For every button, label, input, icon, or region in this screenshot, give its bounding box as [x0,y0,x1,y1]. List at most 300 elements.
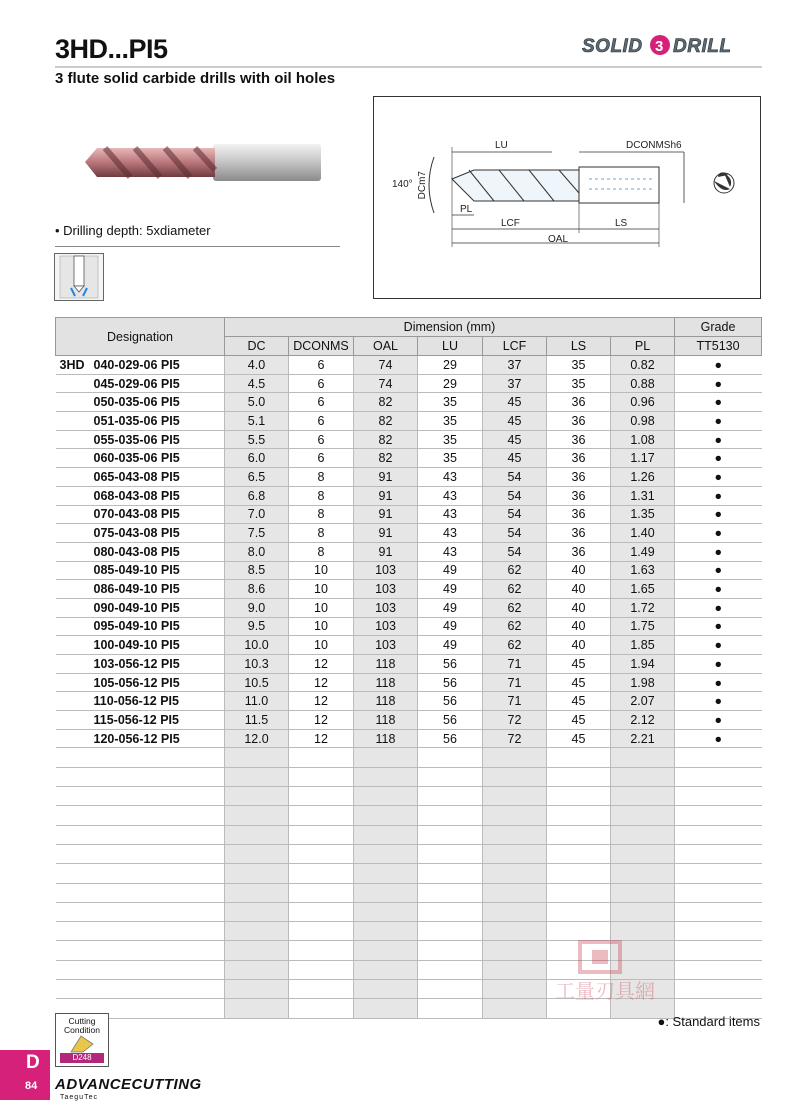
designation-cell [56,729,225,748]
cell-oal: 118 [354,655,418,674]
cell-dconms: 10 [289,580,354,599]
designation-cell [56,561,225,580]
cell-dconms: 8 [289,486,354,505]
cell-ls: 36 [547,524,611,543]
empty-cell [547,767,611,786]
designation-prefix: 3HD [59,357,85,372]
empty-cell [675,748,762,767]
cell-oal: 118 [354,729,418,748]
cell-lcf: 62 [483,598,547,617]
cell-lcf: 54 [483,505,547,524]
designation-code: 090-049-10 PI5 [93,600,180,615]
designation-cell [56,580,225,599]
empty-cell [547,748,611,767]
designation-cell [56,486,225,505]
grade-availability-cell: ● [675,486,762,505]
empty-cell [483,806,547,825]
table-row [56,617,762,636]
svg-text:工量刃具網: 工量刃具網 [555,979,655,1003]
empty-cell [675,980,762,999]
empty-cell [225,922,289,941]
cell-ls: 45 [547,655,611,674]
column-header-grade: TT5130 [675,337,762,356]
cell-lcf: 62 [483,636,547,655]
grade-availability-cell: ● [675,542,762,561]
empty-table-row [56,883,762,902]
designation-cell [56,598,225,617]
empty-cell [56,922,225,941]
empty-cell [56,960,225,979]
cell-pl: 1.35 [611,505,675,524]
cell-ls: 36 [547,542,611,561]
empty-cell [289,844,354,863]
empty-cell [611,806,675,825]
cutting-condition-label: Cutting Condition [64,1016,100,1035]
empty-cell [56,844,225,863]
empty-cell [289,748,354,767]
cell-lcf: 37 [483,356,547,375]
cell-dc: 9.0 [225,598,289,617]
cell-lu: 43 [418,524,483,543]
designation-code: 095-049-10 PI5 [93,619,180,634]
cell-pl: 1.49 [611,542,675,561]
designation-cell [56,505,225,524]
empty-cell [225,844,289,863]
empty-cell [611,767,675,786]
table-row [56,505,762,524]
cell-ls: 36 [547,449,611,468]
cell-lu: 56 [418,673,483,692]
table-row [56,374,762,393]
empty-cell [354,960,418,979]
cell-lu: 49 [418,636,483,655]
cell-dc: 10.5 [225,673,289,692]
cell-pl: 0.96 [611,393,675,412]
empty-cell [675,767,762,786]
cell-pl: 1.85 [611,636,675,655]
grade-availability-cell: ● [675,356,762,375]
cell-dconms: 8 [289,468,354,487]
empty-cell [225,864,289,883]
empty-cell [418,922,483,941]
cell-lu: 56 [418,711,483,730]
cell-lcf: 54 [483,524,547,543]
column-header-dc: DC [225,337,289,356]
grade-availability-cell: ● [675,598,762,617]
dconms-label: DCONMSh6 [626,140,682,151]
designation-cell [56,374,225,393]
designation-header: Designation [56,318,225,356]
cell-pl: 1.40 [611,524,675,543]
cell-dc: 4.5 [225,374,289,393]
cell-oal: 74 [354,374,418,393]
cell-dc: 4.0 [225,356,289,375]
designation-cell [56,711,225,730]
empty-cell [225,999,289,1018]
empty-cell [483,999,547,1018]
empty-table-row [56,767,762,786]
grade-availability-cell: ● [675,449,762,468]
cell-ls: 35 [547,356,611,375]
grade-availability-cell: ● [675,412,762,431]
cell-oal: 118 [354,692,418,711]
cell-lcf: 62 [483,580,547,599]
empty-cell [289,902,354,921]
cell-dc: 5.1 [225,412,289,431]
cell-pl: 1.65 [611,580,675,599]
table-row [56,655,762,674]
grade-availability-cell: ● [675,655,762,674]
empty-table-row [56,902,762,921]
empty-cell [225,825,289,844]
designation-cell [56,430,225,449]
ls-label: LS [615,218,628,229]
cell-dconms: 6 [289,356,354,375]
cutting-condition-reference[interactable] [55,1013,109,1067]
empty-cell [225,767,289,786]
cell-oal: 103 [354,617,418,636]
empty-table-row [56,864,762,883]
designation-code: 050-035-06 PI5 [93,395,180,410]
empty-table-row [56,844,762,863]
designation-cell [56,412,225,431]
cell-lu: 56 [418,729,483,748]
table-row [56,542,762,561]
cell-pl: 2.07 [611,692,675,711]
cell-oal: 91 [354,505,418,524]
designation-code: 086-049-10 PI5 [93,582,180,597]
empty-cell [354,902,418,921]
empty-cell [225,748,289,767]
solid-drill-logo [578,30,762,62]
column-header-dconms: DCONMS [289,337,354,356]
grade-availability-cell: ● [675,636,762,655]
designation-cell [56,524,225,543]
designation-cell [56,617,225,636]
divider [55,246,340,247]
cell-lu: 49 [418,617,483,636]
empty-cell [354,980,418,999]
grade-availability-cell: ● [675,711,762,730]
empty-cell [289,960,354,979]
empty-cell [675,902,762,921]
empty-cell [675,806,762,825]
empty-cell [225,960,289,979]
cell-lu: 43 [418,486,483,505]
grade-availability-cell: ● [675,524,762,543]
empty-cell [56,941,225,960]
empty-cell [611,748,675,767]
column-header-pl: PL [611,337,675,356]
empty-cell [483,980,547,999]
cell-lu: 43 [418,505,483,524]
cell-lu: 49 [418,580,483,599]
designation-cell [56,356,225,375]
cell-lu: 49 [418,598,483,617]
section-tab [0,1050,50,1100]
designation-cell [56,655,225,674]
cell-dc: 6.5 [225,468,289,487]
grade-availability-cell: ● [675,561,762,580]
cell-lcf: 72 [483,729,547,748]
cell-dc: 10.3 [225,655,289,674]
empty-cell [56,806,225,825]
cell-ls: 36 [547,412,611,431]
cell-pl: 0.82 [611,356,675,375]
table-row [56,356,762,375]
designation-code: 051-035-06 PI5 [93,413,180,428]
designation-code: 115-056-12 PI5 [93,712,179,727]
empty-cell [289,787,354,806]
empty-cell [225,883,289,902]
empty-cell [56,787,225,806]
empty-cell [289,922,354,941]
empty-cell [483,922,547,941]
cell-ls: 45 [547,729,611,748]
empty-cell [611,902,675,921]
cell-oal: 82 [354,430,418,449]
cell-ls: 36 [547,468,611,487]
cell-dc: 7.0 [225,505,289,524]
empty-cell [675,787,762,806]
designation-code: 100-049-10 PI5 [93,638,180,653]
table-row [56,598,762,617]
cell-dconms: 10 [289,561,354,580]
svg-text:3: 3 [655,38,664,55]
empty-cell [547,806,611,825]
empty-cell [354,844,418,863]
empty-table-row [56,922,762,941]
empty-cell [418,844,483,863]
cell-ls: 36 [547,393,611,412]
cell-dconms: 12 [289,692,354,711]
cell-ls: 40 [547,561,611,580]
empty-cell [547,902,611,921]
empty-cell [675,825,762,844]
designation-code: 068-043-08 PI5 [93,488,180,503]
empty-cell [225,806,289,825]
designation-cell [56,692,225,711]
empty-table-row [56,787,762,806]
page-title: 3HD...PI5 [55,34,168,64]
empty-cell [289,806,354,825]
cell-dconms: 12 [289,673,354,692]
cell-dc: 6.8 [225,486,289,505]
cell-pl: 1.72 [611,598,675,617]
empty-cell [675,960,762,979]
empty-cell [675,883,762,902]
cell-dc: 8.0 [225,542,289,561]
empty-cell [289,980,354,999]
drill-dimension-drawing [374,97,760,298]
cell-lcf: 62 [483,561,547,580]
cell-lu: 35 [418,449,483,468]
column-header-oal: OAL [354,337,418,356]
cell-dc: 11.5 [225,711,289,730]
cell-dconms: 6 [289,412,354,431]
cell-dc: 5.5 [225,430,289,449]
empty-cell [483,864,547,883]
empty-cell [675,844,762,863]
title-divider [55,66,762,68]
cell-pl: 1.08 [611,430,675,449]
grade-availability-cell: ● [675,729,762,748]
svg-text:SOLID: SOLID [582,36,643,57]
empty-cell [289,941,354,960]
cell-lcf: 72 [483,711,547,730]
cell-dconms: 8 [289,542,354,561]
cell-dconms: 6 [289,430,354,449]
cell-dconms: 10 [289,598,354,617]
table-row [56,561,762,580]
cell-pl: 1.26 [611,468,675,487]
empty-cell [547,787,611,806]
legend-standard-items: ●: Standard items [657,1014,760,1029]
section-letter: D [26,1052,40,1073]
empty-cell [675,864,762,883]
designation-code: 055-035-06 PI5 [93,432,180,447]
table-row [56,692,762,711]
grade-availability-cell: ● [675,468,762,487]
table-row [56,412,762,431]
column-header-ls: LS [547,337,611,356]
cell-oal: 103 [354,561,418,580]
pl-label: PL [460,204,473,215]
empty-cell [418,767,483,786]
empty-cell [483,767,547,786]
cell-lu: 35 [418,393,483,412]
cell-lcf: 45 [483,393,547,412]
cutting-condition-code: D248 [60,1053,104,1063]
drilling-depth-note: • Drilling depth: 5xdiameter [55,223,211,238]
cell-ls: 36 [547,486,611,505]
product-spec-table [55,317,762,1019]
empty-cell [354,883,418,902]
cell-lcf: 54 [483,486,547,505]
table-row [56,673,762,692]
grade-availability-cell: ● [675,393,762,412]
cell-oal: 118 [354,673,418,692]
empty-cell [675,922,762,941]
cell-lcf: 54 [483,542,547,561]
cell-ls: 40 [547,617,611,636]
designation-code: 080-043-08 PI5 [93,544,180,559]
column-header-lu: LU [418,337,483,356]
lu-label: LU [495,140,508,151]
empty-cell [418,787,483,806]
empty-cell [354,922,418,941]
cell-lu: 56 [418,692,483,711]
cell-lcf: 71 [483,673,547,692]
empty-cell [354,806,418,825]
empty-cell [289,864,354,883]
cell-oal: 91 [354,486,418,505]
table-row [56,430,762,449]
empty-cell [56,980,225,999]
empty-cell [289,883,354,902]
cell-dc: 8.5 [225,561,289,580]
designation-code: 045-029-06 PI5 [93,376,180,391]
cell-pl: 0.98 [611,412,675,431]
dimension-header: Dimension (mm) [225,318,675,337]
designation-code: 065-043-08 PI5 [93,469,180,484]
cell-ls: 40 [547,636,611,655]
cell-oal: 103 [354,580,418,599]
cell-lu: 43 [418,542,483,561]
empty-cell [225,902,289,921]
cell-ls: 40 [547,598,611,617]
cell-dc: 7.5 [225,524,289,543]
cell-ls: 36 [547,505,611,524]
cell-pl: 2.21 [611,729,675,748]
point-angle-label: 140° [392,179,413,190]
cell-dconms: 8 [289,505,354,524]
cell-dc: 12.0 [225,729,289,748]
cell-lu: 43 [418,468,483,487]
designation-cell [56,468,225,487]
cell-oal: 82 [354,449,418,468]
page-number: 84 [25,1080,38,1092]
empty-cell [56,825,225,844]
watermark-logo [540,940,670,1010]
cell-oal: 91 [354,524,418,543]
page-subtitle: 3 flute solid carbide drills with oil holes [55,70,336,87]
cell-pl: 1.75 [611,617,675,636]
lcf-label: LCF [501,218,520,229]
cell-dconms: 8 [289,524,354,543]
empty-cell [611,787,675,806]
empty-cell [611,844,675,863]
table-row [56,729,762,748]
cell-ls: 40 [547,580,611,599]
designation-cell [56,636,225,655]
grade-availability-cell: ● [675,692,762,711]
table-row [56,636,762,655]
cell-lcf: 71 [483,692,547,711]
empty-table-row [56,825,762,844]
cell-ls: 45 [547,673,611,692]
empty-cell [354,748,418,767]
cell-lu: 49 [418,561,483,580]
oal-label: OAL [548,234,569,245]
empty-cell [418,883,483,902]
technical-drawing [373,96,761,299]
empty-cell [547,844,611,863]
empty-cell [418,748,483,767]
empty-cell [418,999,483,1018]
designation-code: 060-035-06 PI5 [93,451,180,466]
empty-cell [289,767,354,786]
cell-dconms: 6 [289,449,354,468]
empty-cell [483,787,547,806]
empty-cell [547,864,611,883]
designation-cell [56,673,225,692]
cell-dconms: 10 [289,617,354,636]
cell-ls: 35 [547,374,611,393]
table-row [56,580,762,599]
empty-cell [418,864,483,883]
cell-lcf: 45 [483,430,547,449]
grade-availability-cell: ● [675,580,762,599]
empty-cell [56,883,225,902]
empty-cell [611,883,675,902]
empty-cell [483,883,547,902]
cell-dconms: 10 [289,636,354,655]
empty-cell [225,980,289,999]
cell-dc: 9.5 [225,617,289,636]
cell-lu: 56 [418,655,483,674]
cell-lu: 35 [418,430,483,449]
